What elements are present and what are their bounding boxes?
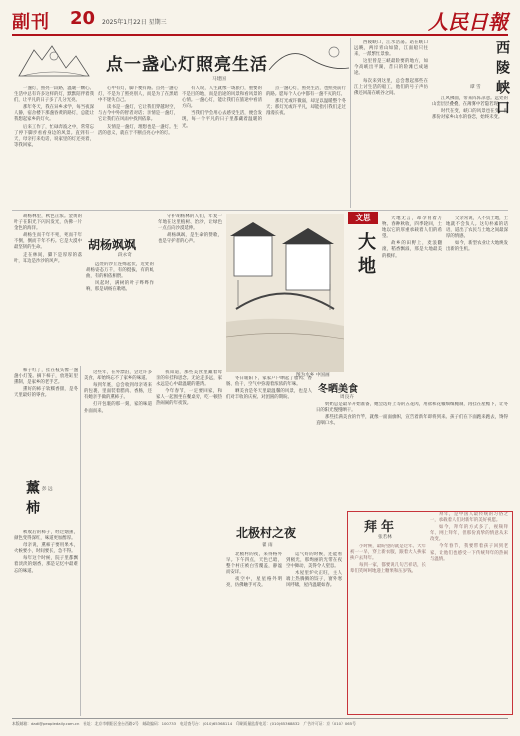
section-divider — [12, 210, 508, 211]
hutong-column-1: 胡杨林里，秋色正浓。金黄的叶子在阳光下闪闪发光，仿佛一片金色的海洋。 胡杨生而千年不死，死而千年不倒，倒而千年不朽。它是大漠中最坚韧的生命。 走在林间，脚下是厚厚的落叶，耳边是沙沙的风声。 — [14, 214, 82, 264]
lead-column-1: 一盏灯，照亮一段路，温暖一颗心。生活中总有许多这样的灯，默默陪伴着我们，让平凡的日子多了几分光亮。 那年冬天，我在异乡求学，每当夜深人静，宿舍楼下那盏昏黄的路灯，总能让我想起家乡的灯火。 后来工作了，忙碌奔波之中，常常忘了停下脚步看看身边的风景。直到有一天，母亲打来电话，说家里的灯还亮着，等我回家。 — [14, 86, 94, 148]
sidebar-author: 谭 雪 — [470, 85, 481, 90]
bainian-column-1: 小时候，最盼望的就是过年。大年初一一早，穿上新衣服，跟着大人挨家挨户去拜年。 每到一家，都要说几句吉祥话，长辈们笑呵呵地递上糖果和压岁钱。 — [350, 544, 426, 575]
page-number: 20 — [70, 8, 96, 29]
painting-caption: 图为水乡 中国画 — [296, 373, 330, 378]
middle-column-lower-1: 这些年，在外漂泊，尝过许多美食，却始终忘不了家乡的味道。 每到年底，总会收到母亲寄来的包裹，里面装着腊肉、香肠，还有她亲手做的熏柿子。 打开包裹的那一刻，家的味道扑面而来。 — [84, 370, 152, 414]
xunshi-column-1: 秋收后的柿子，经过烟熏，颜色变得深红，味道更加醇厚。 母亲说，熏柿子要用果木，火候要小，时间要长，急不得。 每年这个时候，院子里都飘着淡淡的烟香，那是记忆中最难忘的味道。 — [14, 530, 78, 574]
sidebar-column-1: 西陵峡口，江水浩荡。站在峡口远眺，两岸青山如黛，江面船只往来，一派繁忙景象。 这里曾是三峡最险要的地方，如今高峡出平湖，昔日的险滩已成通途。 每次来到这里，总会想起那些在江上讨生活的船工，他们的号子声仿佛还回荡在峡谷之间。 — [354, 40, 428, 96]
dadi-column-2: 父亲常说，人不负土地，土地就不会负人。这句朴素的话语，道出了农民与土地之间最深厚的情感。 如今，新型农业让大地焕发出新的生机。 — [446, 216, 508, 253]
lead-illustration — [14, 38, 94, 78]
sidebar-title-1: 西 — [494, 40, 510, 60]
section-name: 副刊 — [12, 12, 50, 33]
hutong-author: 段永奇 — [118, 253, 132, 258]
middle-column-lower-2: 我知道，那些美食里藏着母亲的牵挂和思念。无论走多远，家永远是心中最温暖的港湾。 今年春节，一定要回家，和家人一起围坐在餐桌旁，吃一顿热热闹闹的年夜饭。 — [156, 370, 222, 407]
column-badge: 文思 — [348, 212, 378, 224]
hutong-column-2: 远处的沙丘连绵起伏，近处的胡杨姿态万千，有的挺拔，有的虬曲，有的相依相偎。 风起时，满树的叶子哗哗作响，那是胡杨在歌唱。 — [86, 262, 154, 293]
lead-author: 马建国 — [212, 77, 226, 82]
left-column-lower: 柿子红了，挂在枝头像一盏盏小灯笼。摘下柿子，放进缸里熏制，是家乡的老手艺。 熏好的柿子软糯香甜，是冬天里最好的零食。 — [14, 368, 78, 399]
painting-water-town — [226, 214, 344, 372]
beijizhiye-title: 北极村之夜 — [236, 526, 297, 540]
beijizhiye-author: 翟 雨 — [262, 543, 273, 548]
dongmian-title: 冬晒美食 — [318, 384, 358, 395]
sidebar-column-2: 江风拂面，带来阵阵凉意。远处的山峦层层叠叠，在薄雾中若隐若现。 时代在变，峡口的风景也在变，但那份对家乡山水的眷恋，始终未变。 — [432, 96, 508, 121]
sidebar-title-3: 峡口 — [494, 80, 510, 120]
bainian-column-2: 拜年，是中国人最传统的习俗之一，承载着人们对新年的美好祝愿。 如今，拜年的方式多了，视频拜年、网上拜年，但那份真挚的情意从未改变。 今年春节，我要带着孩子回到老家，让他们也感受一下传统拜年的热闹与温情。 — [430, 512, 508, 562]
column-divider — [350, 38, 351, 208]
xunshi-title: 薰柿 — [24, 480, 40, 520]
bainian-author: 张若林 — [378, 535, 392, 540]
beijizhiye-column-1: 北极村的夜，来得格外早。下午四点，天色已暗，整个村庄被白雪覆盖，静谧而安详。 夜空中，星星格外明亮，仿佛触手可及。 — [226, 552, 282, 589]
lead-title: 点一盏心灯照亮生活 — [106, 55, 268, 75]
dongmian-column-1: 冬日暖阳下，家家户户晒起了腊肉、香肠、鱼干，空气中弥漫着浓浓的年味。 晒美食是冬天里最温馨的风景，也是人们对丰收的庆祝、对团圆的期盼。 — [226, 376, 312, 401]
lead-column-2: 心中有灯，脚下便有路。点亮一盏心灯，不是为了照亮别人，而是为了在黑暗中不迷失自己。 读书是一盏灯，它让我们穿越时空，与古今中外的智者对话；亲情是一盏灯，它让我们在风雨中找到依靠。 友情是一盏灯，理想也是一盏灯。生活的意义，就在于不断点亮心中的灯。 — [98, 86, 178, 136]
issue-date: 2025年1月22日 星期三 — [102, 19, 167, 26]
page-footer: 本版邮箱：dadi@peopledaily.com.cn 社址：北京市朝阳区金台西路2号 邮政编码：100733 电话查号台：(010)65368114 印刷质量监督电话：(010)65368832 广告许可证：京（010）065号 — [12, 718, 508, 727]
hutong-column-3: 守护胡杨林的人们，年复一年地在这里植树、治沙，让绿色一点点向沙漠延伸。 胡杨飒飒，是生命的赞歌，也是守护者的心声。 — [158, 214, 222, 245]
lead-illustration-right — [264, 40, 354, 74]
masthead — [12, 8, 508, 36]
column-divider-lower — [80, 366, 81, 716]
lead-column-4: 点一盏心灯，照亮生活，也照亮前行的路。愿每个人心中都有一盏不灭的灯。 那灯光或许微弱，却足以温暖整个冬天；那灯光或许平凡，却能指引我们走过漫漫长夜。 — [266, 86, 346, 117]
dongmian-author: 周良卉 — [340, 395, 354, 400]
hutong-title: 胡杨飒飒 — [88, 238, 137, 252]
bainian-title: 拜年 — [364, 520, 399, 535]
newspaper-logo: 人民日報 — [428, 10, 508, 34]
lead-column-3: 有人说，人生就像一场旅行，重要的不是目的地，而是沿途的风景和看风景的心情。一盏心灯，能让我们在旅途中看清方向。 当我们学会用心去感受生活，便会发现，每一个平凡的日子里都藏着温暖的光。 — [182, 86, 262, 129]
dadi-title: 大地 — [355, 232, 376, 280]
xunshi-author: 彭 远 — [42, 487, 53, 492]
beijizhiye-column-2: 运气好的时候，还能看到极光，那绚丽的光带在夜空中舞动，美得令人窒息。 木屋里炉火正旺，主人端上热腾腾的饺子，窗外寒风呼啸，屋内温暖如春。 — [286, 552, 342, 589]
sidebar-title-2: 陵 — [494, 60, 510, 80]
dadi-column-1: 大地无言，却孕育着万物。春种秋收，四季轮回，土地以它的厚重承载着人们的希望。 故乡的田野上，麦浪翻滚，稻香飘溢，那是大地最美的模样。 — [382, 216, 442, 259]
dongmian-column-2: 奶奶总是最早开始准备，她会选好上等的五花肉，用盐和花椒细细腌制，再挂在屋檐下，让冬日的阳光慢慢晒干。 那些挂满美食的竹竿，就像一面面旗帜，宣告着新年即将到来。孩子们在下面跑来跑去，馋得直咽口水。 — [316, 402, 508, 427]
